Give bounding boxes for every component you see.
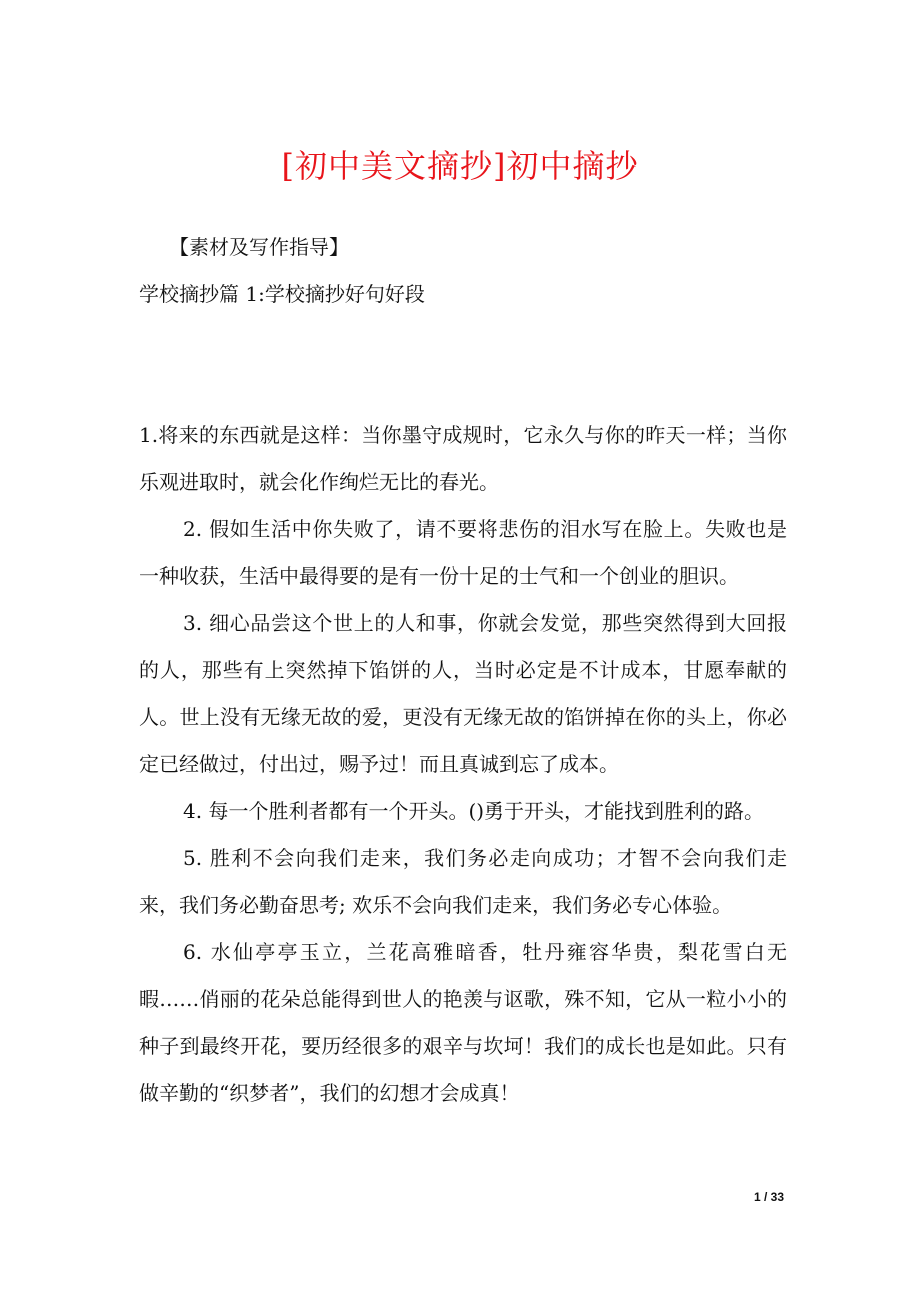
paragraph-3: 3. 细心品尝这个世上的人和事，你就会发觉，那些突然得到大回报的人，那些有上突然掉下馅饼的人，当时必定是不计成本，甘愿奉献的人。世上没有无缘无故的爱，更没有无缘无故的馅饼掉在你的头上，你必定已经做过，付出过，赐予过！而且真诚到忘了成本。 bbox=[139, 611, 787, 776]
section-heading: 【素材及写作指导】 bbox=[169, 235, 349, 259]
section-subheading: 学校摘抄篇 1:学校摘抄好句好段 bbox=[139, 282, 425, 306]
paragraph-2: 2. 假如生活中你失败了，请不要将悲伤的泪水写在脸上。失败也是一种收获，生活中最得要的是有一份十足的士气和一个创业的胆识。 bbox=[139, 517, 787, 588]
document-body bbox=[139, 224, 787, 1117]
paragraph-6: 6. 水仙亭亭玉立，兰花高雅暗香，牡丹雍容华贵，梨花雪白无暇……俏丽的花朵总能得到世人的艳羡与讴歌，殊不知，它从一粒小小的种子到最终开花，要历经很多的艰辛与坎坷！我们的成长也是如此。只有做辛勤的“织梦者”，我们的幻想才会成真！ bbox=[139, 940, 787, 1105]
document-title: [初中美文摘抄]初中摘抄 bbox=[281, 147, 639, 185]
blank-space bbox=[139, 318, 787, 412]
page-number: 1 / 33 bbox=[753, 1190, 784, 1204]
paragraph-5: 5. 胜利不会向我们走来，我们务必走向成功；才智不会向我们走来，我们务必勤奋思考; 欢乐不会向我们走来，我们务必专心体验。 bbox=[139, 846, 787, 917]
paragraph-4: 4. 每一个胜利者都有一个开头。()勇于开头，才能找到胜利的路。 bbox=[183, 799, 765, 823]
paragraph-1: 1.将来的东西就是这样：当你墨守成规时，它永久与你的昨天一样；当你乐观进取时，就会化作绚烂无比的春光。 bbox=[139, 423, 787, 494]
